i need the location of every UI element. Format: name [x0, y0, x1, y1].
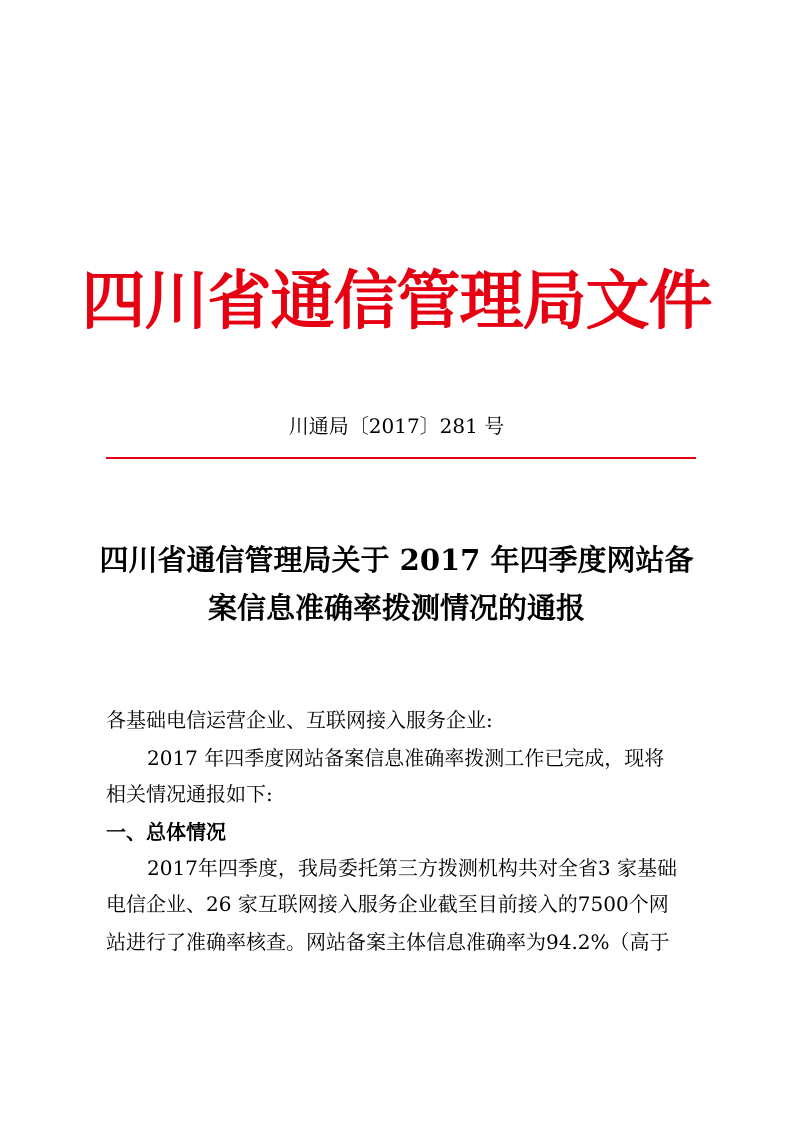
document-number: 川通局〔2017〕281 号: [288, 414, 505, 438]
section-heading-overall: 一、总体情况: [106, 820, 226, 844]
intro-paragraph-line-1: 2017 年四季度网站备案信息准确率拨测工作已完成，现将: [147, 746, 665, 770]
section-paragraph-line-1: 2017年四季度，我局委托第三方拨测机构共对全省3 家基础: [147, 856, 677, 880]
red-divider-line: [106, 457, 696, 459]
issuer-header-title: 四川省通信管理局文件: [81, 265, 712, 339]
salutation: 各基础电信运营企业、互联网接入服务企业:: [106, 708, 493, 732]
document-title-line-1: 四川省通信管理局关于 2017 年四季度网站备: [99, 543, 694, 577]
section-paragraph-line-3: 站进行了准确率核查。网站备案主体信息准确率为94.2%（高于: [106, 930, 670, 954]
intro-paragraph-line-2: 相关情况通报如下:: [106, 782, 273, 806]
section-paragraph-line-2: 电信企业、26 家互联网接入服务企业截至目前接入的7500个网: [106, 892, 669, 916]
document-title: [0, 536, 793, 632]
document-title-line-2: 案信息准确率拨测情况的通报: [207, 591, 585, 625]
